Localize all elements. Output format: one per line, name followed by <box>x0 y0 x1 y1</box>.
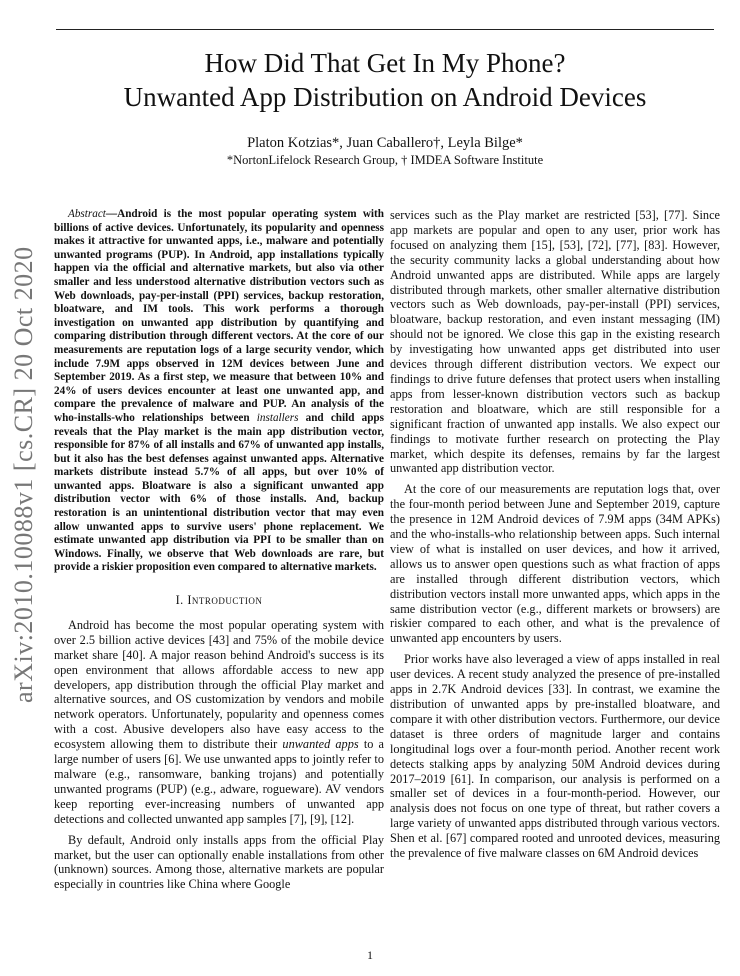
intro-paragraph-2: By default, Android only installs apps from the official Play market, but the user can optionally enable installations from other (unknown) sources. Among those, alternative markets are popular especially in countries like China where Google <box>54 832 384 892</box>
abstract-text-2: and child apps reveals that the Play market is the main app distribution vector, responsible for 87% of all installs and 67% of unwanted app installs, but it also has the best defenses against unwanted apps. Alternative markets distribute instead 5.7% of all apps, but over 10% of unwanted apps. Bloatware is also a significant unwanted app distribution vector with 6% of those installs. And, backup restoration is an unintentional distribution vector that may even allow unwanted apps to survive users' phone replacement. We estimate unwanted app distribution via PPI to be smaller than on Windows. Finally, we observe that Web downloads are rare, but provide a riskier proposition even compared to alternative markets. <box>54 411 384 574</box>
paper-title <box>56 46 714 114</box>
intro-p1-text-b: to a large number of users [6]. We use unwanted apps to jointly refer to malware (e.g., ransomware, banking trojans) and potentially unwanted programs (PUP) (e.g., adware, rogueware). AV vendors keep reporting ever-increasing numbers of unwanted app detections and collected unwanted app samples [7], [9], [12]. <box>54 737 385 826</box>
top-rule <box>56 29 714 30</box>
abstract-text-1: —Android is the most popular operating system with billions of active devices. Unfortunately, its popularity and openness makes it attractive for unwanted apps, i.e., malware and potentially unwanted programs (PUP). In Android, app installations typically happen via the official and alternative markets, but also via other smaller and less understood alternative distribution vectors such as Web downloads, pay-per-install (PPI) services, backup restoration, bloatware, and IM tools. This work performs a thorough investigation on unwanted app distribution by quantifying and comparing distribution through different vectors. At the core of our measurements are reputation logs of a large security vendor, which include 7.9M apps observed in 12M devices between June and September 2019. As a first step, we measure that between 10% and 24% of users devices encounter at least one unwanted app, and compare the prevalence of malware and PUP. An analysis of the who-installs-who relationships between <box>54 208 384 424</box>
right-column <box>390 208 720 867</box>
intro-p1-emphasis: unwanted apps <box>282 737 359 752</box>
authors: Platon Kotzias*, Juan Caballero†, Leyla Bilge* <box>247 135 523 151</box>
title-block <box>56 46 714 168</box>
title-line-1: How Did That Get In My Phone? <box>204 48 566 78</box>
arxiv-side-label: arXiv:2010.10088v1 [cs.CR] 20 Oct 2020 <box>9 246 38 704</box>
right-paragraph-3: Prior works have also leveraged a view of apps installed in real user devices. A recent study analyzed the presence of pre-installed apps in 2.7K Android devices [33]. In contrast, we examine the distribution of unwanted apps by pre-installed bloatware, and compare it with other distribution vectors. Furthermore, our device dataset is three orders of magnitude larger and contains longitudinal logs over a four-month period. Another recent work detects stalking apps by analyzing 50M Android devices during 2017–2019 [61]. In comparison, our analysis is performed on a smaller set of devices in a four-month-period. However, our analysis does not focus on one type of threat, but rather covers a large variety of unwanted apps distributed through various vectors. Shen et al. [67] compared rooted and unrooted devices, measuring the prevalence of five malware classes on 6M Android devices <box>390 652 720 861</box>
left-column <box>54 208 384 898</box>
abstract-lead: Abstract <box>68 208 106 220</box>
intro-paragraph-1 <box>54 618 384 827</box>
right-paragraph-1: services such as the Play market are restricted [53], [77]. Since app markets are popular and open to any user, prior work has focused on analyzing them [15], [53], [72], [77], [83]. However, the security community lacks a global understanding about how Android unwanted apps are distributed. While apps are largely distributed through markets, other smaller alternative distribution vectors such as Web downloads, pay-per-install (PPI) services, bloatware, backup restoration, and even instant messaging (IM) should not be ignored. We close this gap in the existing research by investigating how unwanted apps get distributed into user devices through different distribution vectors. We expect our findings to drive future defenses that protect users when installing apps from lesser-known distribution vectors such as backup restoration and bloatware, which are still responsible for a significant fraction of unwanted app installs. We also expect our findings to motivate further research on protecting the Play market, which despite its defenses, remains by far the largest unwanted app distribution vector. <box>390 208 720 476</box>
intro-p1-text-a: Android has become the most popular operating system with over 2.5 billion active devices [43] and 75% of the mobile device market share [40]. A major reason behind Android's success is its open environment that allows affordable access to new app developers, app distribution through the official Play market and alternative sources, and OS customization by vendors and mobile network operators. Unfortunately, popularity and openness comes with a cost. Abusive developers also have easy access to the ecosystem allowing them to distribute their <box>54 617 384 752</box>
section-heading-introduction: I. Introduction <box>175 593 263 608</box>
abstract <box>54 208 384 575</box>
title-line-2: Unwanted App Distribution on Android Devices <box>123 82 647 112</box>
affiliations: *NortonLifelock Research Group, † IMDEA Software Institute <box>226 153 544 167</box>
right-paragraph-2: At the core of our measurements are reputation logs that, over the four-month period between June and September 2019, capture the presence in 12M Android devices of 7.9M apps (34M APKs) and the who-installs-who relationship between apps. Such internal view of what is installed on user devices, and how it arrived, allows us to answer open questions such as what fraction of apps are installed through different distribution vectors, which distribution vectors install more unwanted apps, which apps in the same distribution vector (e.g., different markets or browsers) are riskier compared to each other, and what is the prevalence of unwanted app encounters by users. <box>390 482 720 646</box>
page-number: 1 <box>367 948 373 962</box>
abstract-installers: installers <box>256 411 299 424</box>
